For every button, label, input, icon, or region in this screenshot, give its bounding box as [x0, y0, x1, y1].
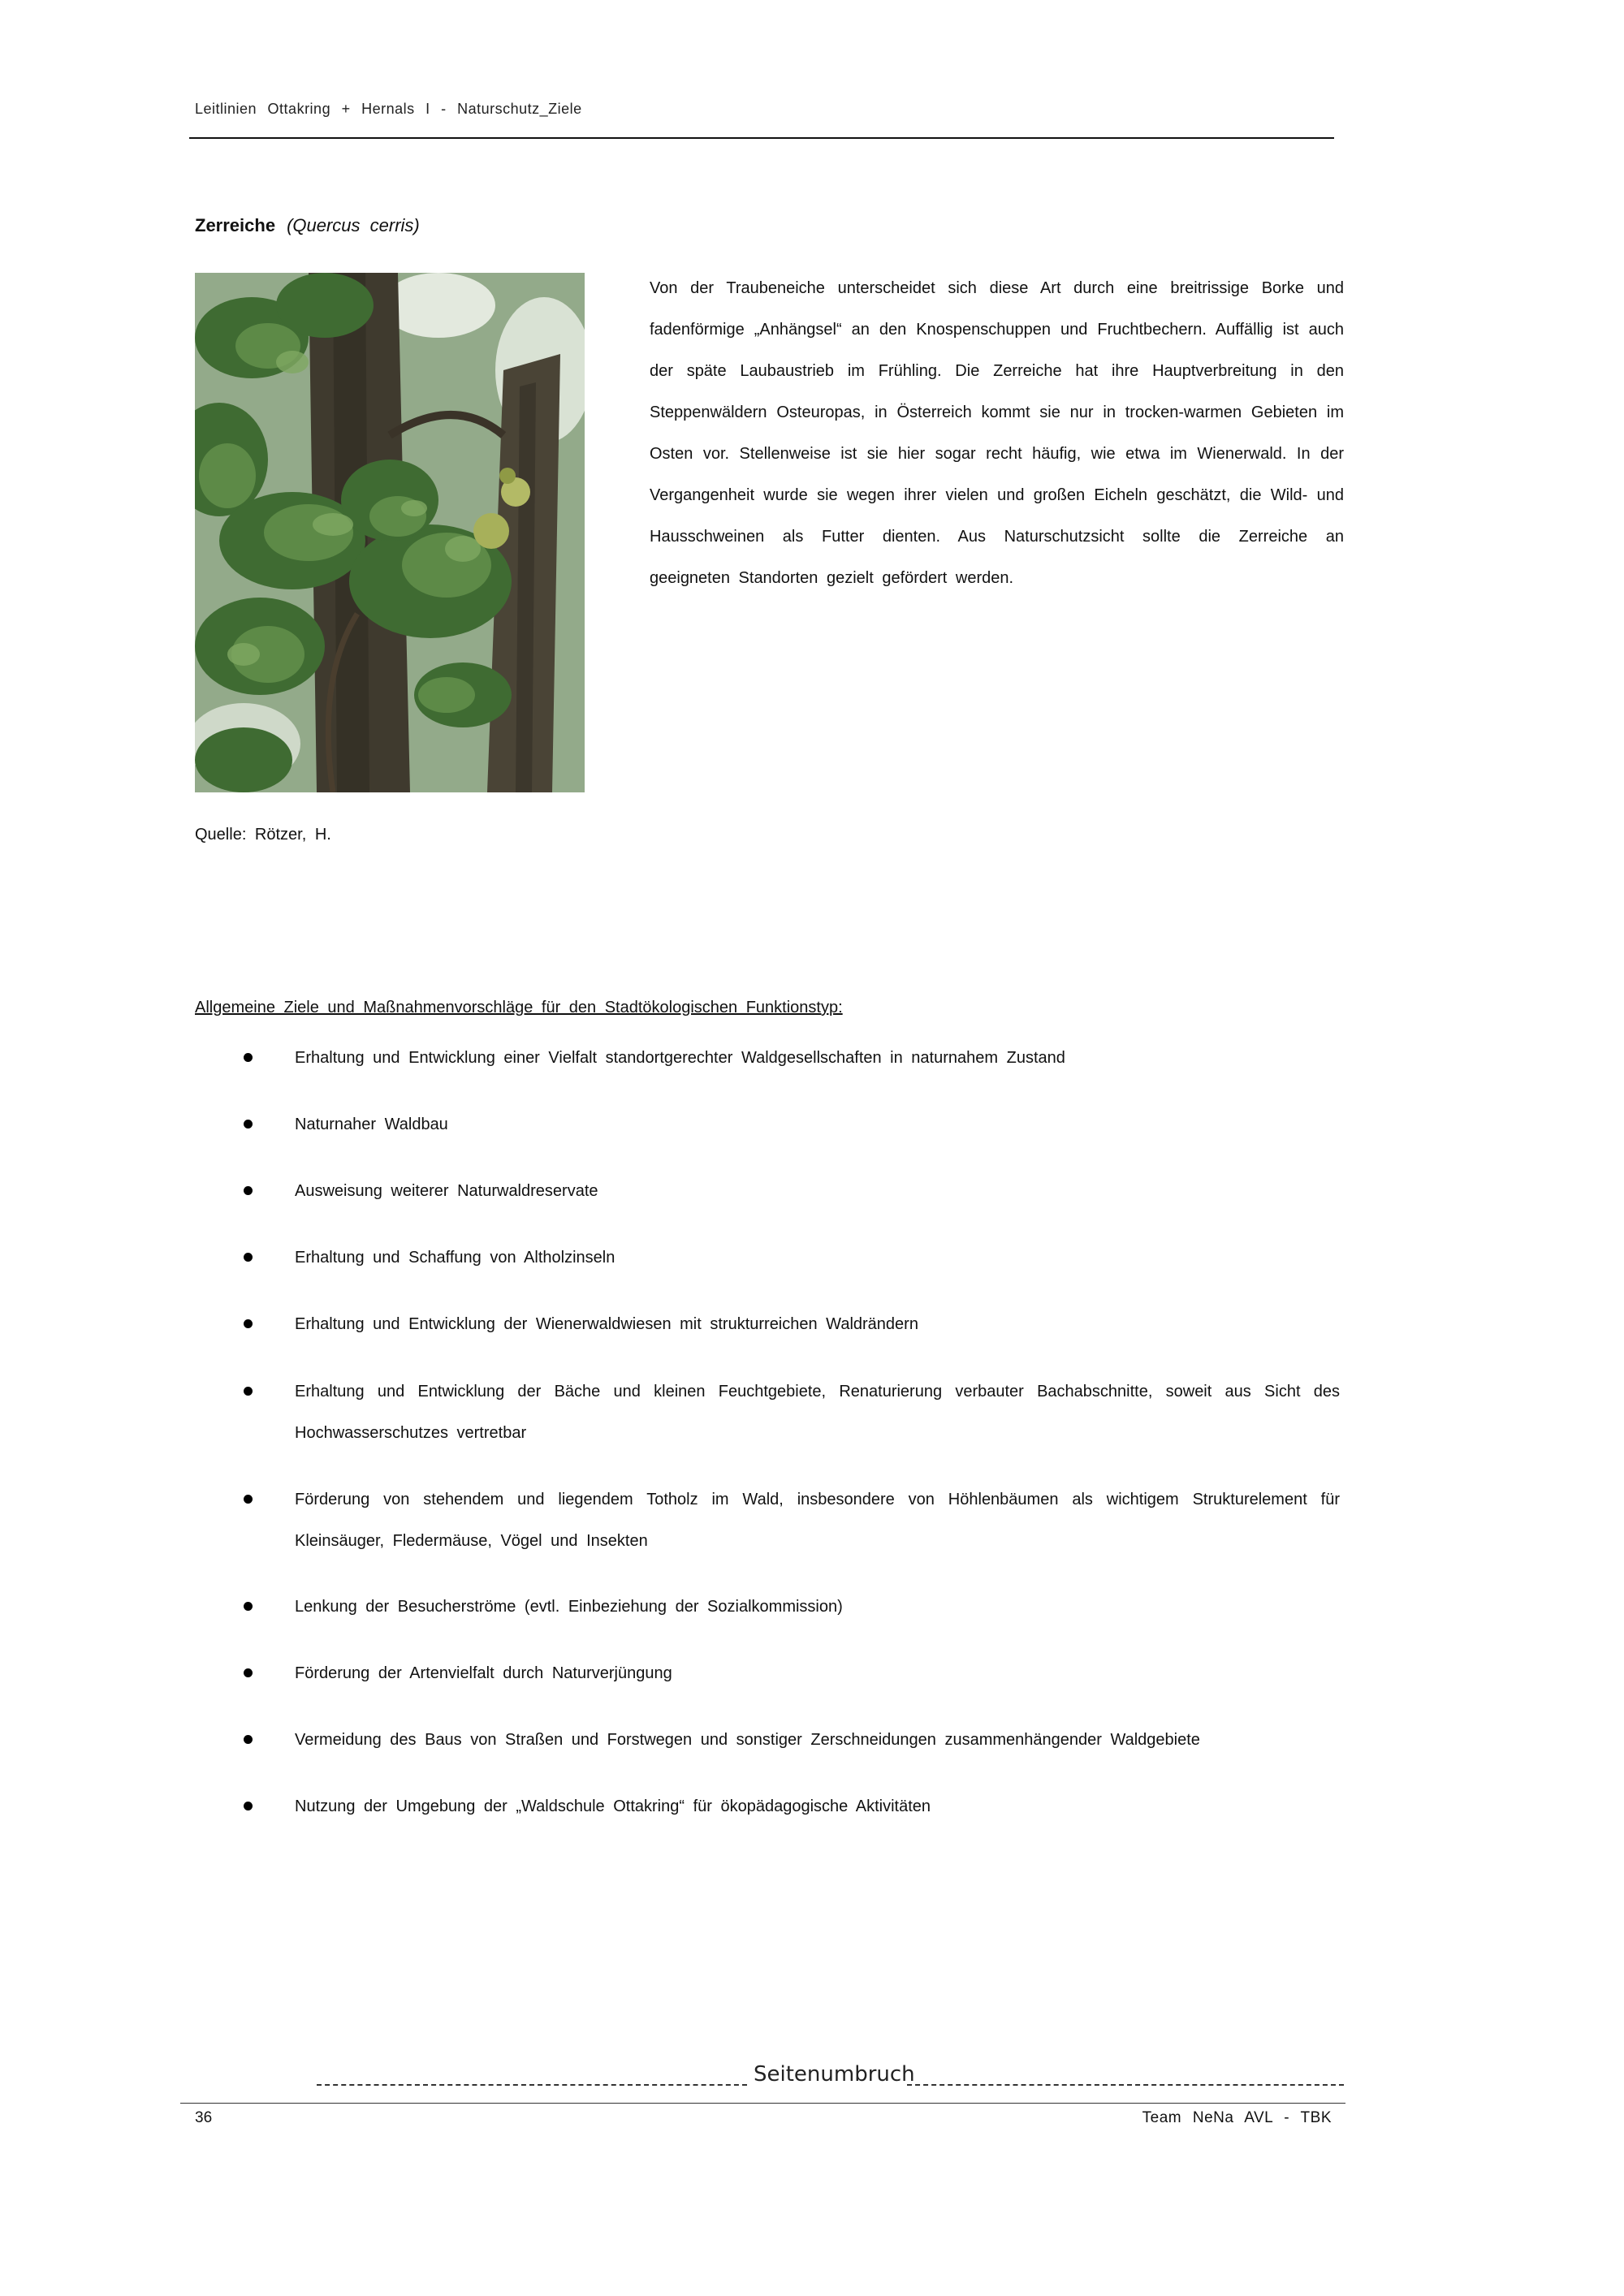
bullet-icon — [244, 1668, 253, 1677]
oak-photo — [195, 273, 585, 792]
footer-team: Team NeNa AVL - TBK — [1142, 2109, 1332, 2126]
list-item: Lenkung der Besucherströme (evtl. Einbeziehung der Sozialkommission) — [244, 1586, 1340, 1628]
list-item: Vermeidung des Baus von Straßen und Forstwegen und sonstiger Zerschneidungen zusammenhängender Waldgebiete — [244, 1720, 1340, 1761]
list-item: Ausweisung weiterer Naturwaldreservate — [244, 1171, 1340, 1212]
list-item: Erhaltung und Entwicklung einer Vielfalt standortgerechter Waldgesellschaften in naturnahem Zustand — [244, 1038, 1340, 1079]
footer-rule — [180, 2103, 1345, 2104]
list-item: Erhaltung und Entwicklung der Bäche und kleinen Feuchtgebiete, Renaturierung verbauter Bachabschnitte, soweit aus Sicht des Hochwasserschutzes vertretbar — [244, 1371, 1340, 1454]
list-item: Nutzung der Umgebung der „Waldschule Ottakring“ für ökopädagogische Aktivitäten — [244, 1786, 1340, 1828]
page-break-dashes-right — [907, 2084, 1344, 2086]
bullet-icon — [244, 1602, 253, 1611]
page-break-marker — [317, 2062, 1344, 2095]
bullet-icon — [244, 1495, 253, 1504]
bullet-icon — [244, 1120, 253, 1129]
bullet-icon — [244, 1735, 253, 1744]
species-description: Von der Traubeneiche unterscheidet sich diese Art durch eine breitrissige Borke und fadenförmige „Anhängsel“ an den Knospenschuppen und Fruchtbechern. Auffällig ist auch der späte Laubaustrieb im Frühling. Die Zerreiche hat ihre Hauptverbreitung in den Steppenwäldern Osteuropas, in Österreich kommt sie nur in trocken-warmen Gebieten im Osten vor. Stellenweise ist sie hier sogar recht häufig, wie etwa im Wienerwald. In der Vergangenheit wurde sie wegen ihrer vielen und großen Eicheln geschätzt, die Wild- und Hausschweinen als Futter dienten. Aus Naturschutzsicht sollte die Zerreiche an geeigneten Standorten gezielt gefördert werden. — [650, 279, 1344, 587]
species-title — [195, 215, 420, 236]
page-break-dashes-left — [317, 2084, 747, 2086]
bullet-icon — [244, 1802, 253, 1810]
bullet-icon — [244, 1319, 253, 1328]
list-item: Erhaltung und Schaffung von Altholzinseln — [244, 1237, 1340, 1279]
bullet-icon — [244, 1253, 253, 1262]
list-item: Förderung von stehendem und liegendem Totholz im Wald, insbesondere von Höhlenbäumen als wichtigem Strukturelement für Kleinsäuger, Fledermäuse, Vögel und Insekten — [244, 1479, 1340, 1562]
page-break-label: Seitenumbruch — [754, 2062, 915, 2087]
bullet-icon — [244, 1053, 253, 1062]
photo-credit: Quelle: Rötzer, H. — [195, 826, 331, 844]
bullet-icon — [244, 1186, 253, 1195]
running-header: Leitlinien Ottakring + Hernals I - Naturschutz_Ziele — [195, 101, 582, 117]
header-rule — [189, 137, 1334, 139]
list-item: Naturnaher Waldbau — [244, 1104, 1340, 1146]
list-item: Förderung der Artenvielfalt durch Naturverjüngung — [244, 1653, 1340, 1694]
bullet-icon — [244, 1387, 253, 1396]
goals-heading: Allgemeine Ziele und Maßnahmenvorschläge für den Stadtökologischen Funktionstyp: — [195, 999, 843, 1016]
list-item: Erhaltung und Entwicklung der Wienerwaldwiesen mit strukturreichen Waldrändern — [244, 1304, 1340, 1345]
species-common-name: Zerreiche — [195, 215, 276, 235]
page-number: 36 — [195, 2109, 213, 2126]
species-latin-name: (Quercus cerris) — [287, 215, 420, 235]
